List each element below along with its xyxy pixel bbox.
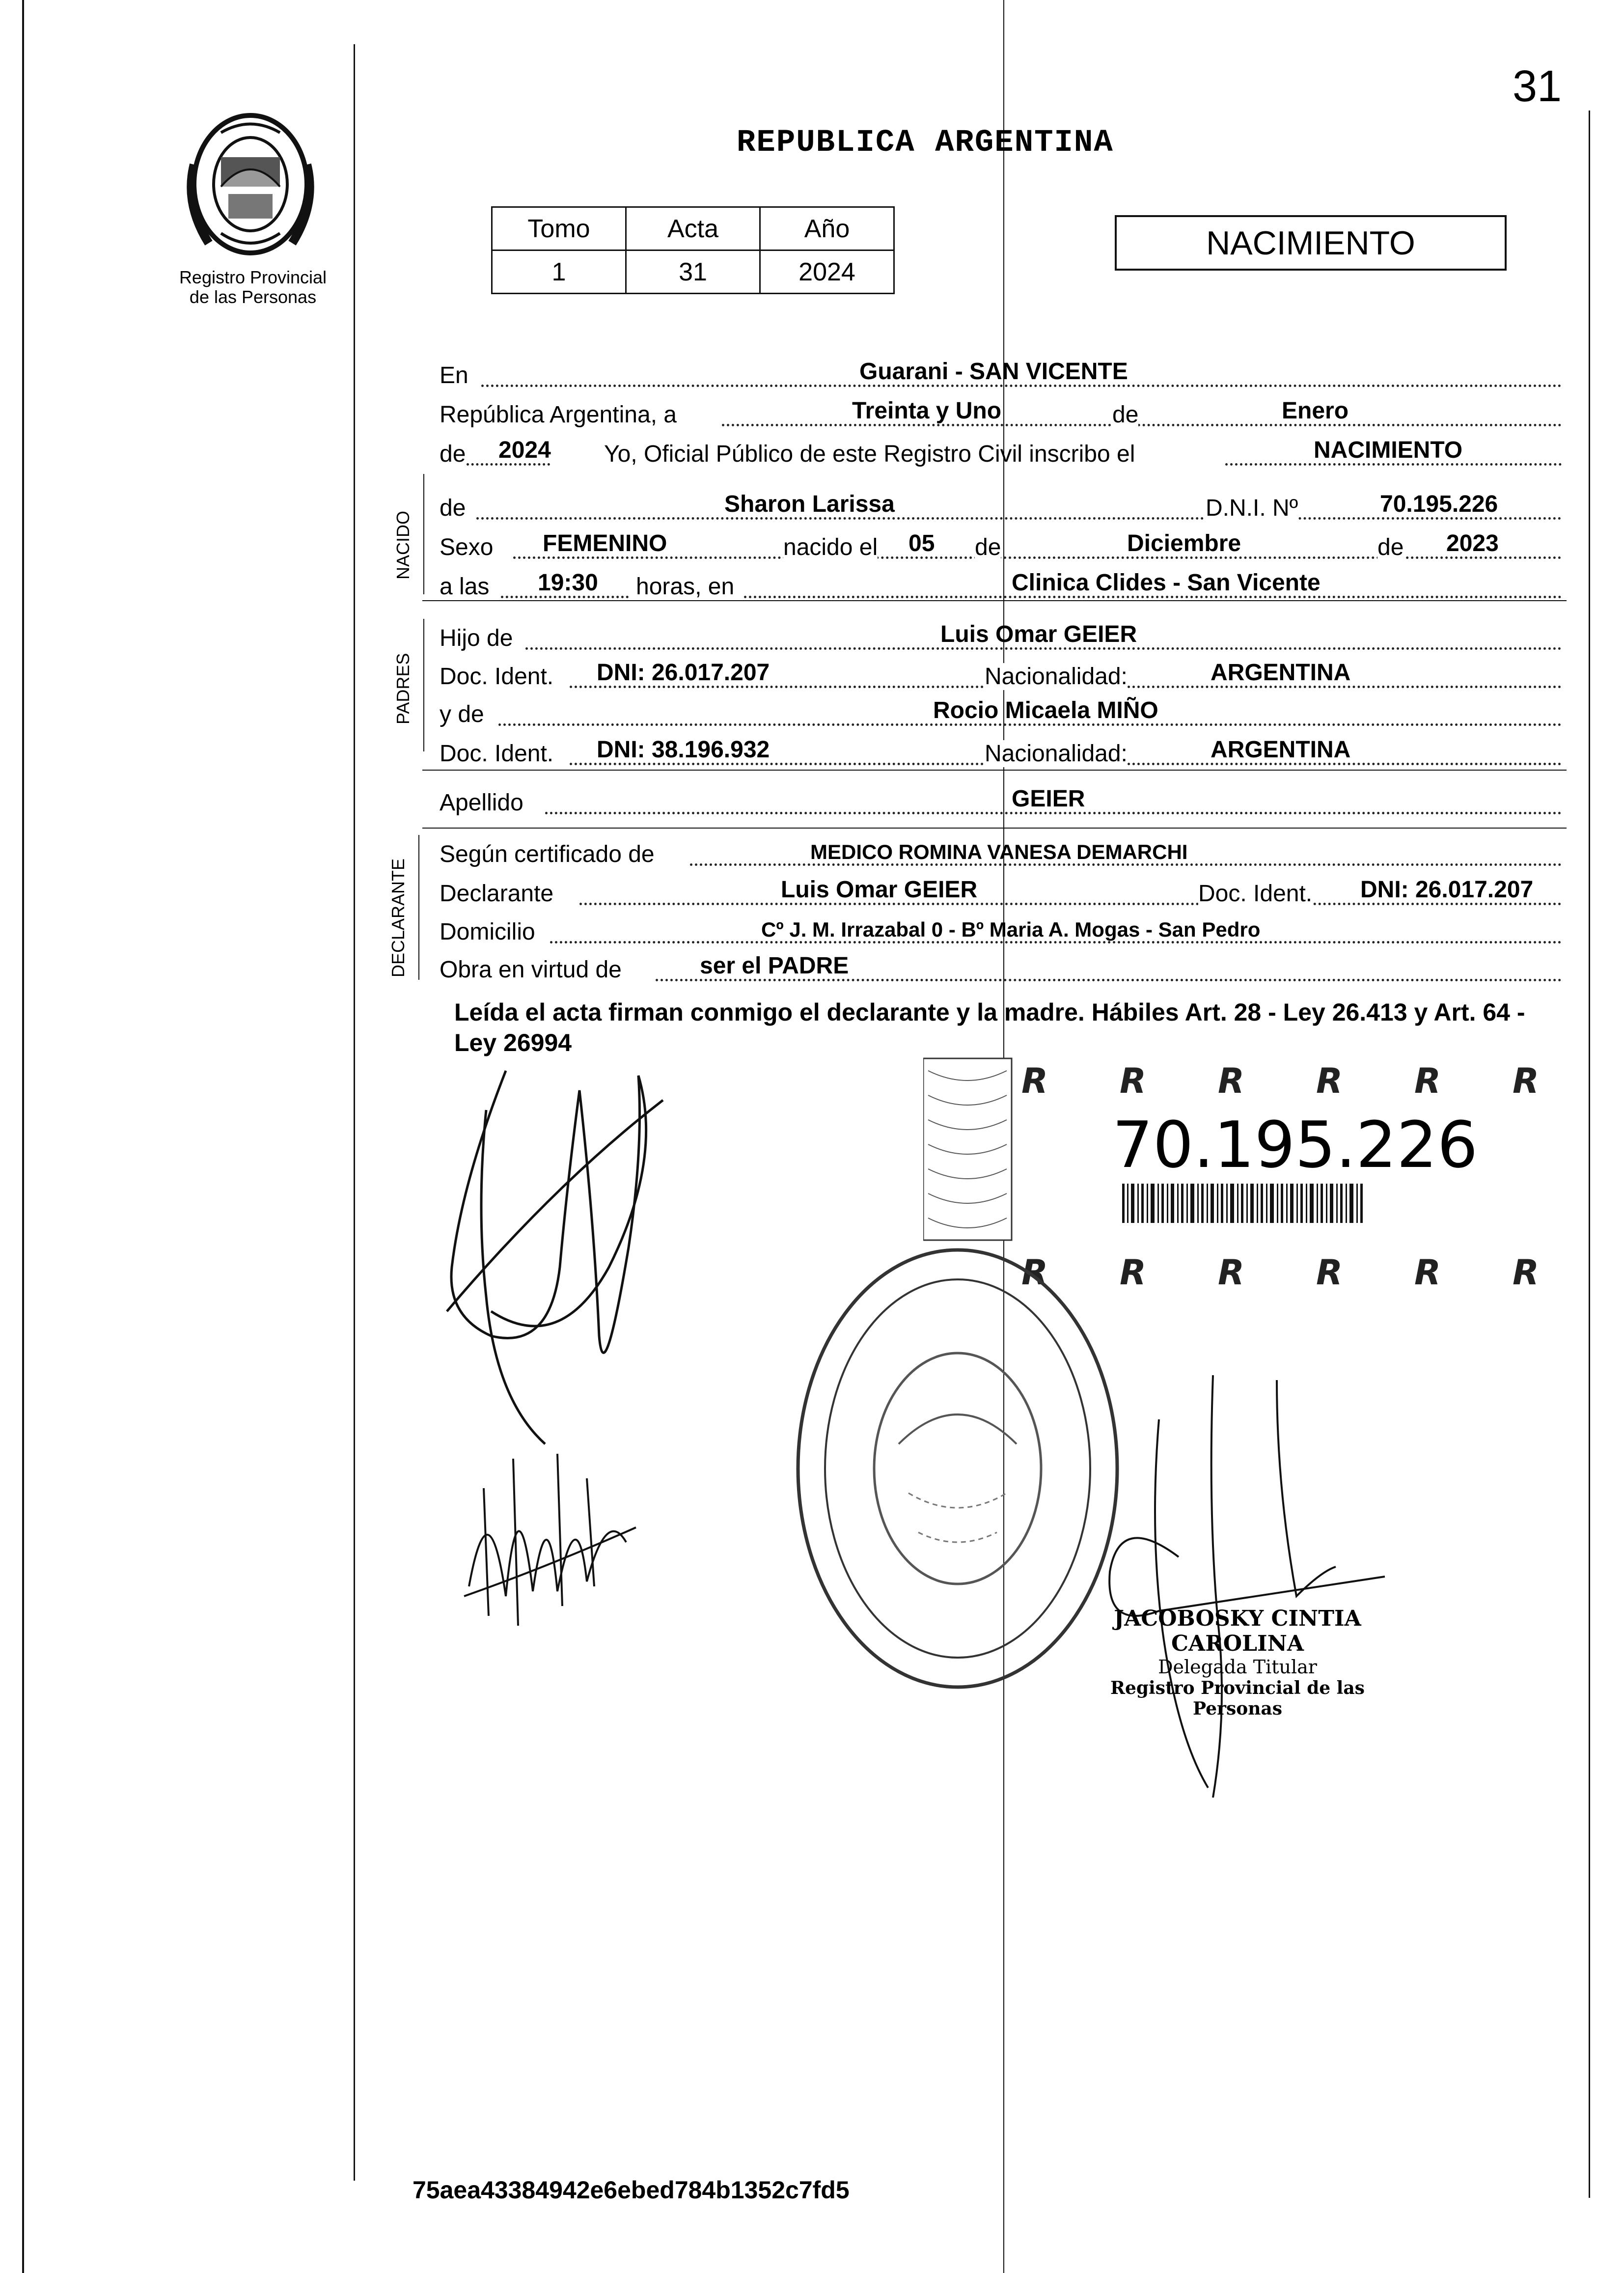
official-name-block — [1085, 1606, 1390, 1719]
svg-text:R: R — [1218, 1061, 1244, 1101]
left-margin-line — [22, 0, 24, 2273]
official-signature — [1090, 1365, 1395, 1798]
svg-text:R: R — [1513, 1252, 1539, 1292]
child-name-value: Sharon Larissa — [724, 491, 895, 517]
svg-text:R: R — [1021, 1061, 1048, 1101]
svg-text:R: R — [1414, 1061, 1441, 1101]
registry-header-tomo: Tomo — [492, 207, 626, 250]
svg-text:R: R — [1120, 1061, 1146, 1101]
father-nationality-value: ARGENTINA — [1211, 660, 1351, 686]
svg-text:R: R — [1414, 1252, 1441, 1292]
svg-text:R: R — [1316, 1061, 1343, 1101]
registry-header-acta: Acta — [626, 207, 760, 250]
section-label-parents: PADRES — [393, 653, 413, 724]
document-title: REPUBLICA ARGENTINA — [737, 125, 1114, 161]
left-border-line — [354, 44, 355, 2181]
row-father: Hijo de Luis Omar GEIER — [440, 616, 1562, 656]
official-name: JACOBOSKY CINTIA CAROLINA — [1114, 1606, 1361, 1656]
month-value: Enero — [1282, 398, 1349, 424]
right-border-line — [1589, 111, 1590, 2198]
declarant-doc-value: DNI: 26.017.207 — [1360, 877, 1534, 903]
row-place: En Guarani - SAN VICENTE — [440, 354, 1562, 393]
document-type-box: NACIMIENTO — [1115, 215, 1507, 271]
child-dni-value: 70.195.226 — [1380, 491, 1498, 517]
sex-value: FEMENINO — [543, 530, 667, 556]
row-father-doc: Doc. Ident. DNI: 26.017.207 Nacionalidad: ARGENTINA — [440, 655, 1562, 694]
row-capacity: Obra en virtud de ser el PADRE — [440, 948, 1562, 987]
birth-time-value: 19:30 — [538, 570, 598, 596]
row-born-sex-date: Sexo FEMENINO nacido el 05 de Diciembre de 2023 — [440, 526, 1562, 565]
row-address: Domicilio Cº J. M. Irrazabal 0 - Bº Maria A. Mogas - San Pedro — [440, 910, 1562, 949]
certificate-value: MEDICO ROMINA VANESA DEMARCHI — [810, 840, 1188, 863]
row-certificate: Según certificado de MEDICO ROMINA VANESA DEMARCHI — [440, 832, 1562, 872]
divider-2 — [422, 770, 1567, 771]
registry-value-tomo: 1 — [492, 250, 626, 294]
section-label-declarant: DECLARANTE — [388, 858, 408, 977]
row-born-time-place: a las 19:30 horas, en Clinica Clides - San Vicente — [440, 565, 1562, 604]
father-name-value: Luis Omar GEIER — [940, 621, 1137, 647]
registry-value-acta: 31 — [626, 250, 760, 294]
mother-signature — [459, 1449, 641, 1635]
svg-text:R: R — [1120, 1252, 1146, 1292]
mother-name-value: Rocio Micaela MIÑO — [933, 697, 1158, 723]
row-declarant: Declarante Luis Omar GEIER Doc. Ident. DNI: 26.017.207 — [440, 872, 1562, 911]
svg-text:R: R — [1021, 1252, 1048, 1292]
closing-statement: Leída el acta firman conmigo el declarante y la madre. Hábiles Art. 28 - Ley 26.413 y Art. 64 - Ley 26994 — [454, 998, 1525, 1056]
registry-round-stamp — [786, 1238, 1129, 1699]
document-hash: 75aea43384942e6ebed784b1352c7fd5 — [413, 2176, 850, 2204]
province-seal-logo — [174, 106, 327, 273]
official-role: Delegada Titular — [1158, 1656, 1317, 1678]
birth-place-value: Clinica Clides - San Vicente — [1012, 570, 1321, 596]
declarant-signature — [432, 1061, 688, 1454]
svg-text:R: R — [1316, 1252, 1343, 1292]
svg-text:R: R — [1513, 1061, 1539, 1101]
day-words-value: Treinta y Uno — [852, 398, 1002, 424]
registry-header-ano: Año — [760, 207, 894, 250]
birth-day-value: 05 — [908, 530, 935, 556]
svg-text:R: R — [1218, 1252, 1244, 1292]
capacity-value: ser el PADRE — [700, 953, 849, 979]
id-sticker-number: 70.195.226 — [1112, 1108, 1478, 1182]
father-doc-value: DNI: 26.017.207 — [597, 660, 770, 686]
row-mother-doc: Doc. Ident. DNI: 38.196.932 Nacionalidad: ARGENTINA — [440, 732, 1562, 771]
divider-3 — [422, 828, 1567, 829]
row-surname: Apellido GEIER — [440, 781, 1562, 820]
year-value: 2024 — [498, 437, 551, 463]
birth-year-value: 2023 — [1446, 530, 1499, 556]
registry-value-ano: 2024 — [760, 250, 894, 294]
page-number: 31 — [1513, 62, 1562, 111]
event-value: NACIMIENTO — [1314, 437, 1463, 463]
place-value: Guarani - SAN VICENTE — [859, 359, 1128, 385]
official-office: Registro Provincial de las Personas — [1110, 1678, 1365, 1719]
mother-doc-value: DNI: 38.196.932 — [597, 737, 770, 763]
organization-name: Registro Provincial de las Personas — [179, 267, 327, 307]
registry-table — [491, 206, 895, 294]
section-label-born: NACIDO — [393, 510, 413, 580]
declarant-name-value: Luis Omar GEIER — [781, 877, 978, 903]
row-date: República Argentina, a Treinta y Uno de Enero — [440, 393, 1562, 432]
birth-month-value: Diciembre — [1127, 530, 1241, 556]
row-year-event: de 2024 Yo, Oficial Público de este Registro Civil inscribo el NACIMIENTO — [440, 432, 1562, 471]
surname-value: GEIER — [1012, 786, 1085, 812]
address-value: Cº J. M. Irrazabal 0 - Bº Maria A. Mogas - San Pedro — [761, 918, 1261, 941]
mother-nationality-value: ARGENTINA — [1211, 737, 1351, 763]
row-born-name: de Sharon Larissa D.N.I. Nº 70.195.226 — [440, 486, 1562, 526]
row-mother: y de Rocio Micaela MIÑO — [440, 693, 1562, 732]
